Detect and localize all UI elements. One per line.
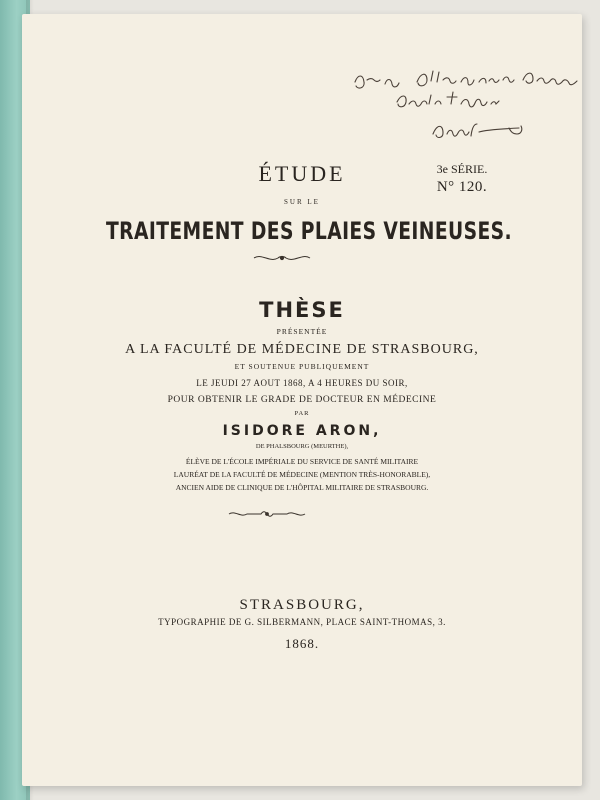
title-page [22, 14, 582, 786]
these-heading: THÈSE [259, 298, 345, 322]
ornament-divider-bottom [227, 508, 307, 520]
title-etude: ÉTUDE [258, 161, 346, 186]
defense-date: LE JEUDI 27 AOUT 1868, A 4 HEURES DU SOIR, [196, 378, 408, 388]
series-label: 3e SÉRIE. [436, 162, 488, 176]
imprint-city: STRASBOURG, [239, 597, 365, 613]
handwritten-dedication [347, 64, 597, 144]
presentee-text: PRÉSENTÉE [276, 327, 328, 336]
ornament-divider-top [252, 252, 312, 264]
faculte-text: A LA FACULTÉ DE MÉDECINE DE STRASBOURG, [125, 342, 479, 357]
author-name: ISIDORE ARON, [222, 423, 382, 439]
author-origin: DE PHALSBOURG (MEURTHE), [255, 443, 349, 450]
par-text: PAR [294, 410, 310, 417]
imprint-year: 1868. [284, 636, 320, 651]
main-title: TRAITEMENT DES PLAIES VEINEUSES. [106, 217, 513, 245]
author-credential-laureat: LAURÉAT DE LA FACULTÉ DE MÉDECINE (MENTION TRÈS-HONORABLE), [173, 470, 431, 479]
soutenue-text: ET SOUTENUE PUBLIQUEMENT [234, 362, 370, 371]
title-sur-le: SUR LE [284, 198, 320, 206]
imprint-printer: TYPOGRAPHIE DE G. SILBERMANN, PLACE SAINT-THOMAS, 3. [158, 617, 446, 627]
degree-text: POUR OBTENIR LE GRADE DE DOCTEUR EN MÉDECINE [167, 395, 437, 405]
author-credential-ancien: ANCIEN AIDE DE CLINIQUE DE L'HÔPITAL MILITAIRE DE STRASBOURG. [175, 483, 429, 492]
author-credential-eleve: ÉLÈVE DE L'ÉCOLE IMPÉRIALE DU SERVICE DE SANTÉ MILITAIRE [185, 457, 419, 466]
series-number-value: N° 120. [436, 179, 488, 195]
